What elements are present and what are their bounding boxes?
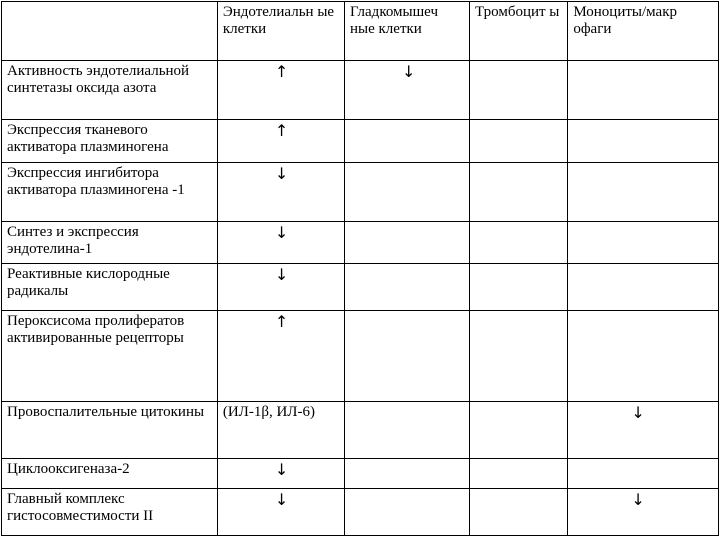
comparison-table	[1, 1, 719, 536]
row-label: Циклооксигеназа-2	[2, 459, 218, 489]
row-label: Провоспалительные цитокины	[2, 402, 218, 459]
row-label: Активность эндотелиальной синтетазы оксида азота	[2, 61, 218, 120]
table-cell	[470, 163, 568, 222]
table-row	[2, 61, 719, 120]
header-smooth-muscle-cells: Гладкомышеч ные клетки	[345, 2, 470, 61]
header-row	[2, 2, 719, 61]
table-cell	[470, 402, 568, 459]
table-cell	[345, 489, 470, 536]
table-cell	[568, 459, 719, 489]
table-row	[2, 459, 719, 489]
table-row	[2, 311, 719, 402]
table-row	[2, 264, 719, 311]
header-platelets: Тромбоцит ы	[470, 2, 568, 61]
table-cell	[470, 61, 568, 120]
header-endothelial-cells: Эндотелиальн ые клетки	[217, 2, 344, 61]
header-monocytes-macrophages: Моноциты/макр офаги	[568, 2, 719, 61]
table-cell	[470, 459, 568, 489]
arrow-cell: ↑	[217, 61, 344, 120]
table-cell	[345, 264, 470, 311]
table-row	[2, 163, 719, 222]
arrow-cell: ↓	[217, 222, 344, 264]
table-row	[2, 120, 719, 163]
table-cell	[568, 222, 719, 264]
header-corner	[2, 2, 218, 61]
cytokines-cell: (ИЛ-1β, ИЛ-6)	[217, 402, 344, 459]
row-label: Экспрессия тканевого активатора плазминогена	[2, 120, 218, 163]
table-cell	[568, 163, 719, 222]
table-cell	[345, 120, 470, 163]
arrow-cell: ↓	[217, 163, 344, 222]
table-cell	[470, 311, 568, 402]
table-cell	[470, 489, 568, 536]
table-cell	[568, 120, 719, 163]
table-cell	[470, 120, 568, 163]
table-row	[2, 402, 719, 459]
table-row	[2, 489, 719, 536]
table-cell	[345, 163, 470, 222]
row-label: Главный комплекс гистосовместимости II	[2, 489, 218, 536]
table-cell	[345, 402, 470, 459]
table-cell	[568, 311, 719, 402]
table-cell	[470, 222, 568, 264]
row-label: Синтез и экспрессия эндотелина-1	[2, 222, 218, 264]
table-cell	[345, 459, 470, 489]
table-cell	[568, 61, 719, 120]
table-cell	[568, 264, 719, 311]
row-label: Пероксисома пролифератов активированные рецепторы	[2, 311, 218, 402]
arrow-cell: ↑	[217, 120, 344, 163]
arrow-cell: ↑	[217, 311, 344, 402]
table-row	[2, 222, 719, 264]
table-cell	[345, 222, 470, 264]
arrow-cell: ↓	[568, 489, 719, 536]
arrow-cell: ↓	[217, 264, 344, 311]
arrow-cell: ↓	[568, 402, 719, 459]
table-cell	[345, 311, 470, 402]
table-cell	[470, 264, 568, 311]
row-label: Экспрессия ингибитора активатора плазминогена -1	[2, 163, 218, 222]
arrow-cell: ↓	[217, 489, 344, 536]
arrow-cell: ↓	[345, 61, 470, 120]
row-label: Реактивные кислородные радикалы	[2, 264, 218, 311]
arrow-cell: ↓	[217, 459, 344, 489]
